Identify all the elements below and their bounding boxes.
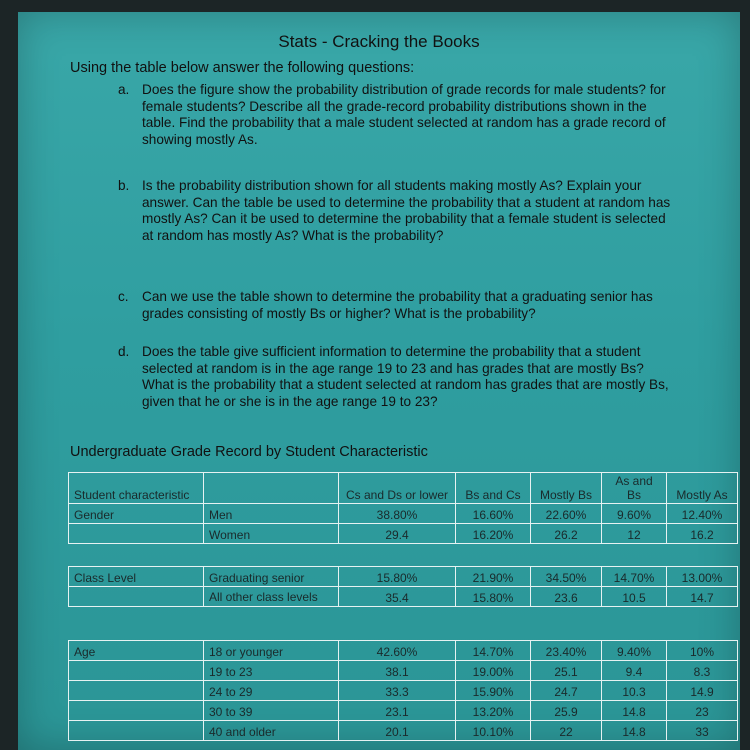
table-header-row	[69, 473, 738, 504]
table-row	[69, 567, 738, 587]
table-cell: 16.20%	[456, 524, 531, 544]
row-category: Class Level	[69, 567, 204, 587]
table-cell: 20.1	[339, 721, 456, 741]
table-cell: 38.1	[339, 661, 456, 681]
table-row	[69, 661, 738, 681]
question-letter: b.	[118, 178, 130, 193]
table-cell: 26.2	[531, 524, 602, 544]
row-group: All other class levels	[204, 587, 339, 607]
row-group: Graduating senior	[204, 567, 339, 587]
row-group: Men	[204, 504, 339, 524]
table-cell: 29.4	[339, 524, 456, 544]
row-category-blank	[69, 681, 204, 701]
header-blank	[204, 473, 339, 504]
table-cell: 22	[531, 721, 602, 741]
page-title: Stats - Cracking the Books	[278, 32, 480, 51]
row-group: 19 to 23	[204, 661, 339, 681]
table-cell: 10.5	[602, 587, 667, 607]
row-group: 24 to 29	[204, 681, 339, 701]
table-cell: 24.7	[531, 681, 602, 701]
row-category-blank	[69, 524, 204, 544]
table-cell: 15.80%	[456, 587, 531, 607]
row-category: Gender	[69, 504, 204, 524]
table-cell: 13.20%	[456, 701, 531, 721]
header-characteristic: Student characteristic	[69, 473, 204, 504]
row-category-blank	[69, 701, 204, 721]
table-cell: 10.3	[602, 681, 667, 701]
table-cell: 33	[667, 721, 738, 741]
table-row	[69, 701, 738, 721]
table-cell: 10%	[667, 641, 738, 661]
question-letter: a.	[118, 82, 130, 97]
question-letter: c.	[118, 289, 129, 304]
row-category: Age	[69, 641, 204, 661]
table-cell: 14.8	[602, 721, 667, 741]
header-bs-cs: Bs and Cs	[456, 473, 531, 504]
table-cell: 9.60%	[602, 504, 667, 524]
instructions: Using the table below answer the following questions:	[70, 60, 415, 76]
table-cell: 16.2	[667, 524, 738, 544]
table-cell: 12.40%	[667, 504, 738, 524]
table-cell: 16.60%	[456, 504, 531, 524]
table-cell: 34.50%	[531, 567, 602, 587]
table-cell: 12	[602, 524, 667, 544]
table-cell: 23	[667, 701, 738, 721]
row-category-blank	[69, 661, 204, 681]
table-cell: 22.60%	[531, 504, 602, 524]
table-row	[69, 641, 738, 661]
table-cell: 8.3	[667, 661, 738, 681]
table-row	[69, 524, 738, 544]
table-cell: 23.6	[531, 587, 602, 607]
class-level-table	[68, 566, 738, 607]
question-letter: d.	[118, 344, 130, 359]
row-category-blank	[69, 721, 204, 741]
table-cell: 19.00%	[456, 661, 531, 681]
worksheet-page	[18, 12, 740, 750]
table-cell: 35.4	[339, 587, 456, 607]
table-cell: 23.1	[339, 701, 456, 721]
table-cell: 13.00%	[667, 567, 738, 587]
table-cell: 9.40%	[602, 641, 667, 661]
gender-table	[68, 472, 738, 544]
table-cell: 15.80%	[339, 567, 456, 587]
table-cell: 14.8	[602, 701, 667, 721]
table-cell: 15.90%	[456, 681, 531, 701]
table-cell: 10.10%	[456, 721, 531, 741]
table-cell: 14.70%	[456, 641, 531, 661]
table-cell: 14.9	[667, 681, 738, 701]
question-b	[118, 178, 678, 244]
table-row	[69, 504, 738, 524]
table-cell: 42.60%	[339, 641, 456, 661]
table-cell: 9.4	[602, 661, 667, 681]
row-group: 40 and older	[204, 721, 339, 741]
table-cell: 38.80%	[339, 504, 456, 524]
table-cell: 23.40%	[531, 641, 602, 661]
table-row	[69, 681, 738, 701]
table-row	[69, 587, 738, 607]
table-cell: 33.3	[339, 681, 456, 701]
question-text: Is the probability distribution shown for all students making mostly As? Explain your answer. Can the table be used to determine the probability that a student at random has mostly As? Can it be used to determine the probability that a female student is selected at random has mostly As? What is the probability?	[142, 178, 671, 243]
table-cell: 21.90%	[456, 567, 531, 587]
header-as-bs: As and Bs	[602, 473, 667, 504]
age-table	[68, 640, 738, 741]
question-d	[118, 344, 678, 410]
header-cs-ds: Cs and Ds or lower	[339, 473, 456, 504]
table-caption: Undergraduate Grade Record by Student Characteristic	[70, 444, 428, 460]
row-group: 18 or younger	[204, 641, 339, 661]
question-text: Does the figure show the probability distribution of grade records for male students? for female students? Describe all the grade-record probability distributions shown in the table. Find the probability that a male student selected at random has a grade record of showing mostly As.	[142, 82, 666, 147]
table-cell: 25.1	[531, 661, 602, 681]
table-cell: 14.70%	[602, 567, 667, 587]
table-row	[69, 721, 738, 741]
question-c	[118, 289, 678, 322]
row-group: Women	[204, 524, 339, 544]
header-mostly-as: Mostly As	[667, 473, 738, 504]
question-text: Does the table give sufficient information to determine the probability that a student selected at random is in the age range 19 to 23 and has grades that are mostly Bs? What is the probability that a student selected at random has grades that are mostly Bs, given that he or she is in the age range 19 to 23?	[142, 344, 669, 409]
question-a	[118, 82, 678, 148]
header-mostly-bs: Mostly Bs	[531, 473, 602, 504]
row-group: 30 to 39	[204, 701, 339, 721]
table-cell: 25.9	[531, 701, 602, 721]
table-cell: 14.7	[667, 587, 738, 607]
question-text: Can we use the table shown to determine the probability that a graduating senior has grades consisting of mostly Bs or higher? What is the probability?	[142, 289, 653, 321]
row-category-blank	[69, 587, 204, 607]
